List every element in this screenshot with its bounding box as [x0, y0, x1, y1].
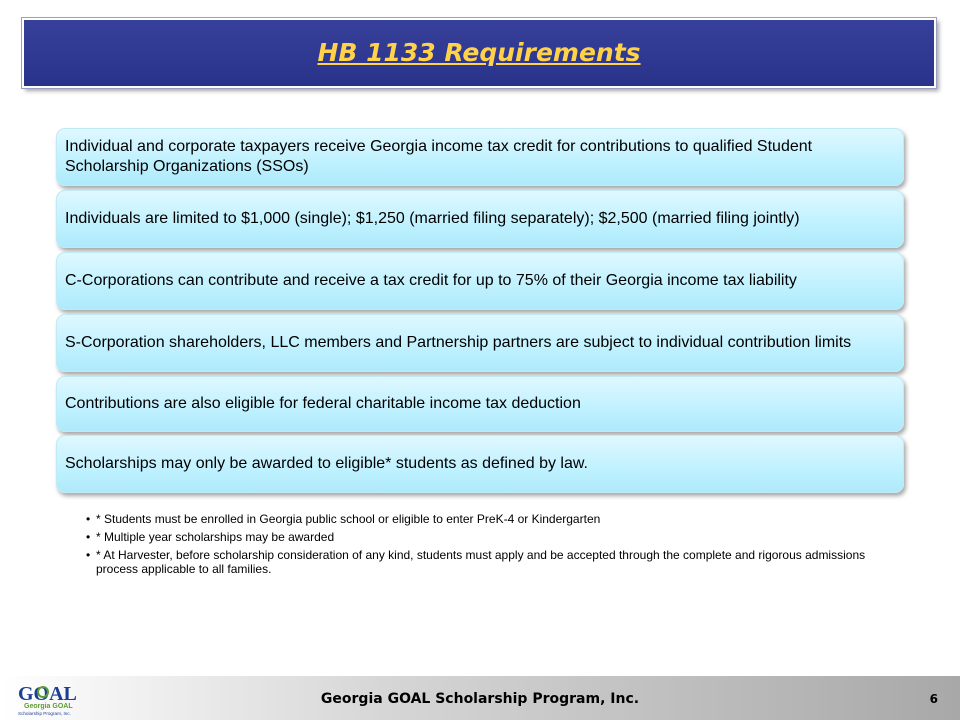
requirement-item-5	[56, 376, 904, 432]
requirement-item-2	[56, 190, 904, 248]
requirement-text: S-Corporation shareholders, LLC members and Partnership partners are subject to individual contribution limits	[65, 334, 852, 351]
requirement-item-1	[56, 128, 904, 186]
page-number: 6	[929, 692, 938, 706]
footer-bar	[0, 676, 960, 720]
footnote-item	[86, 512, 886, 526]
requirement-item-6	[56, 435, 904, 493]
footnote-text: * Students must be enrolled in Georgia public school or eligible to enter PreK-4 or Kindergarten	[96, 512, 601, 526]
footnote-item	[86, 530, 886, 544]
requirement-text: Individuals are limited to $1,000 (single); $1,250 (married filing separately); $2,500 (married filing jointly)	[65, 210, 800, 227]
footnote-text: * Multiple year scholarships may be awarded	[96, 530, 335, 544]
title-banner	[22, 18, 936, 88]
requirement-item-3	[56, 252, 904, 310]
footnote-text: * At Harvester, before scholarship consideration of any kind, students must apply and be accepted through the complete and rigorous admissions process applicable to all families.	[96, 548, 866, 576]
slide-title: HB 1133 Requirements	[317, 38, 641, 67]
bullet-icon: •	[86, 512, 91, 526]
requirement-item-4	[56, 314, 904, 372]
logo-subtitle-small: Scholarship Program, Inc.	[18, 711, 71, 716]
logo-wordmark: GOAL	[18, 683, 77, 705]
requirement-text: C-Corporations can contribute and receive a tax credit for up to 75% of their Georgia income tax liability	[65, 272, 797, 289]
footer-organization-name: Georgia GOAL Scholarship Program, Inc.	[320, 691, 640, 707]
bullet-icon: •	[86, 530, 91, 544]
footnote-item	[86, 548, 886, 576]
requirement-text: Scholarships may only be awarded to eligible* students as defined by law.	[65, 455, 588, 472]
requirement-text: Contributions are also eligible for federal charitable income tax deduction	[65, 395, 581, 412]
requirement-text: Individual and corporate taxpayers receive Georgia income tax credit for contributions to qualified Student Scholarship Organizations (SSOs)	[65, 138, 813, 175]
bullet-icon: •	[86, 548, 91, 562]
footnotes-list	[86, 512, 886, 580]
logo-subtitle: Georgia GOAL	[24, 703, 73, 710]
